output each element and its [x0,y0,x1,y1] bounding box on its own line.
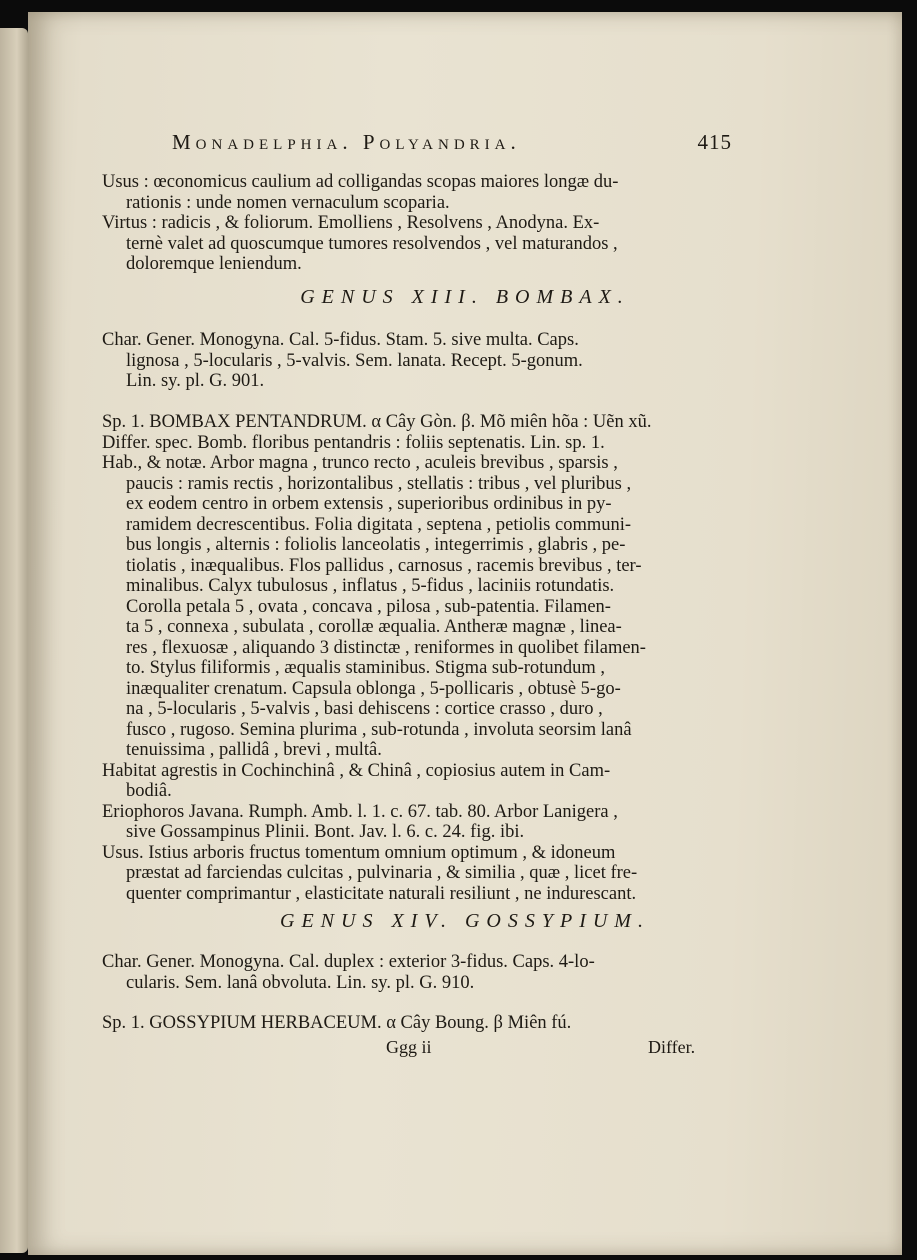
text-line: Lin. sy. pl. G. 901. [126,371,265,391]
text-line: tenuissima , pallidâ , brevi , multâ. [126,740,382,760]
previous-page-edge [0,28,28,1253]
text-line: bus longis , alternis : foliolis lanceolatis , integerrimis , glabris , pe- [126,535,626,555]
text-line: Corolla petala 5 , ovata , concava , pilosa , sub-patentia. Filamen- [126,596,611,617]
gossypium-species-block [102,1013,742,1034]
text-line: Differ. spec. Bomb. floribus pentandris : foliis septenatis. Lin. sp. 1. [102,432,605,453]
bombax-character-block [102,330,742,392]
text-line: Sp. 1. BOMBAX PENTANDRUM. α Cây Gòn. β. Mõ miên hõa : Uẽn xũ. [102,412,652,432]
text-line: rationis : unde nomen vernaculum scoparia. [126,192,450,213]
text-line: Sp. 1. GOSSYPIUM HERBACEUM. α Cây Boung. β Miên fú. [102,1013,572,1033]
text-line: doloremque leniendum. [126,254,302,274]
usus-virtus-block [102,172,742,275]
running-head [172,130,732,164]
catchword: Differ. [648,1037,696,1057]
signature-mark: Ggg ii [386,1037,432,1057]
genus-heading-bombax: GENUS XIII. BOMBAX. [300,286,630,308]
running-head-title: Monadelphia. Polyandria. [172,130,521,154]
text-line: quenter comprimantur , elasticitate naturali resiliunt , ne indurescant. [126,883,637,904]
book-page [28,12,902,1255]
text-line: Usus. Istius arboris fructus tomentum omnium optimum , & idoneum [102,842,616,863]
bombax-species-block [102,412,742,904]
text-line: lignosa , 5-locularis , 5-valvis. Sem. lanata. Recept. 5-gonum. [126,350,583,371]
text-line: minalibus. Calyx tubulosus , inflatus , 5-fidus , laciniis rotundatis. [126,576,615,596]
page-number: 415 [697,130,732,154]
text-line: ternè valet ad quoscumque tumores resolvendos , vel maturandos , [126,233,618,254]
text-line: ramidem decrescentibus. Folia digitata , septena , petiolis communi- [126,514,632,535]
text-line: Char. Gener. Monogyna. Cal. 5-fidus. Stam. 5. sive multa. Caps. [102,330,579,350]
text-line: Usus : œconomicus caulium ad colligandas scopas maiores longæ du- [102,172,619,192]
text-line: ta 5 , connexa , subulata , corollæ æqualia. Antheræ magnæ , linea- [126,617,622,637]
text-line: bodiâ. [126,781,172,801]
text-line: Char. Gener. Monogyna. Cal. duplex : exterior 3-fidus. Caps. 4-lo- [102,952,595,972]
text-line: inæqualiter crenatum. Capsula oblonga , 5-pollicaris , obtusè 5-go- [126,678,621,699]
text-line: sive Gossampinus Plinii. Bont. Jav. l. 6. c. 24. fig. ibi. [126,822,525,842]
text-line: Habitat agrestis in Cochinchinâ , & Chinâ , copiosius autem in Cam- [102,760,611,781]
genus-heading-gossypium: GENUS XIV. GOSSYPIUM. [280,910,650,932]
text-line: fusco , rugoso. Semina plurima , sub-rotunda , involuta seorsim lanâ [126,719,632,740]
text-line: na , 5-locularis , 5-valvis , basi dehiscens : cortice crasso , duro , [126,699,603,719]
text-line: res , flexuosæ , aliquando 3 distinctæ , reniformes in quolibet filamen- [126,637,646,658]
text-line: Hab., & notæ. Arbor magna , trunco recto , aculeis brevibus , sparsis , [102,453,618,473]
text-line: ex eodem centro in orbem extensis , superioribus ordinibus in py- [126,494,612,514]
gossypium-character-block [102,952,742,993]
text-line: Virtus : radicis , & foliorum. Emolliens , Resolvens , Anodyna. Ex- [102,213,600,233]
text-line: Eriophoros Javana. Rumph. Amb. l. 1. c. 67. tab. 80. Arbor Lanigera , [102,801,618,822]
text-line: tiolatis , inæqualibus. Flos pallidus , carnosus , racemis brevibus , ter- [126,555,642,576]
text-line: paucis : ramis rectis , horizontalibus , stellatis : tribus , vel pluribus , [126,473,632,494]
text-line: to. Stylus filiformis , æqualis staminibus. Stigma sub-rotundum , [126,658,605,678]
text-line: præstat ad farciendas culcitas , pulvinaria , & similia , quæ , licet fre- [126,863,638,883]
text-line: cularis. Sem. lanâ obvoluta. Lin. sy. pl. G. 910. [126,972,475,993]
